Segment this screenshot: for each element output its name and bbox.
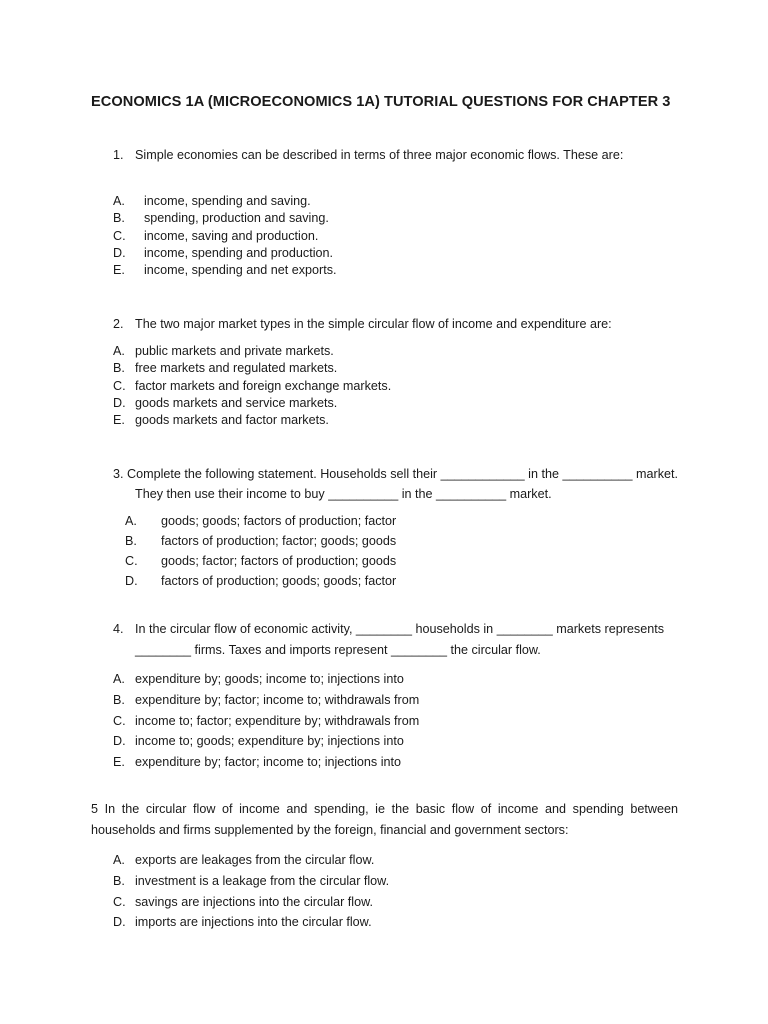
option-c: C. income, saving and production. (113, 228, 319, 243)
option-b: B. factors of production; factor; goods; goods (125, 534, 397, 548)
question-5-text: 5 In the circular flow of income and spending, ie the basic flow of income and spending between households and firms supplemented by the foreign, financial and government sectors: (91, 802, 678, 837)
option-b: B. spending, production and saving. (113, 211, 329, 226)
option-a: A. expenditure by; goods; income to; injections into (113, 672, 404, 686)
option-b: B. free markets and regulated markets. (113, 361, 338, 376)
question-text: The two major market types in the simple circular flow of income and expenditure are: (135, 317, 612, 331)
question-1-options (113, 193, 337, 279)
question-2-options (113, 343, 391, 429)
option-d: D. goods markets and service markets. (113, 395, 338, 410)
option-a: A. exports are leakages from the circular flow. (113, 853, 375, 867)
question-number: 2. (113, 317, 124, 331)
option-a: A. public markets and private markets. (113, 344, 334, 358)
option-d: D. factors of production; goods; goods; factor (125, 574, 397, 588)
question-3-options (125, 511, 396, 591)
question-4-line-2: ________ firms. Taxes and imports represent ________ the circular flow. (135, 643, 541, 657)
option-e: E. goods markets and factor markets. (113, 413, 329, 428)
question-5-options (113, 850, 389, 933)
option-e: E. expenditure by; factor; income to; injections into (113, 755, 402, 770)
option-c: C. goods; factor; factors of production; goods (125, 554, 397, 568)
question-2 (113, 315, 612, 333)
option-d: D. income, spending and production. (113, 245, 334, 260)
question-number: 4. (113, 622, 124, 636)
option-b: B. expenditure by; factor; income to; withdrawals from (113, 692, 420, 707)
option-a: A. goods; goods; factors of production; factor (125, 514, 397, 528)
option-e: E. income, spending and net exports. (113, 263, 337, 278)
option-c: C. income to; factor; expenditure by; withdrawals from (113, 713, 420, 728)
option-c: C. factor markets and foreign exchange markets. (113, 378, 392, 393)
question-3-line-2: They then use their income to buy __________ in the __________ market. (135, 487, 552, 501)
option-c: C. savings are injections into the circular flow. (113, 894, 373, 909)
question-4-options (113, 669, 419, 773)
question-1 (113, 146, 623, 164)
question-number: 1. (113, 148, 124, 162)
option-d: D. imports are injections into the circular flow. (113, 915, 372, 930)
option-d: D. income to; goods; expenditure by; injections into (113, 734, 404, 749)
question-3-line-1: 3. Complete the following statement. Households sell their ____________ in the __________ market. (113, 467, 678, 481)
page-title: ECONOMICS 1A (MICROECONOMICS 1A) TUTORIAL QUESTIONS FOR CHAPTER 3 (91, 94, 671, 110)
question-text: In the circular flow of economic activity, ________ households in ________ markets represents (135, 622, 665, 636)
option-b: B. investment is a leakage from the circular flow. (113, 873, 390, 888)
question-4-line-1 (113, 620, 664, 638)
question-text: Simple economies can be described in terms of three major economic flows. These are: (135, 148, 624, 162)
option-a: A. income, spending and saving. (113, 194, 311, 208)
